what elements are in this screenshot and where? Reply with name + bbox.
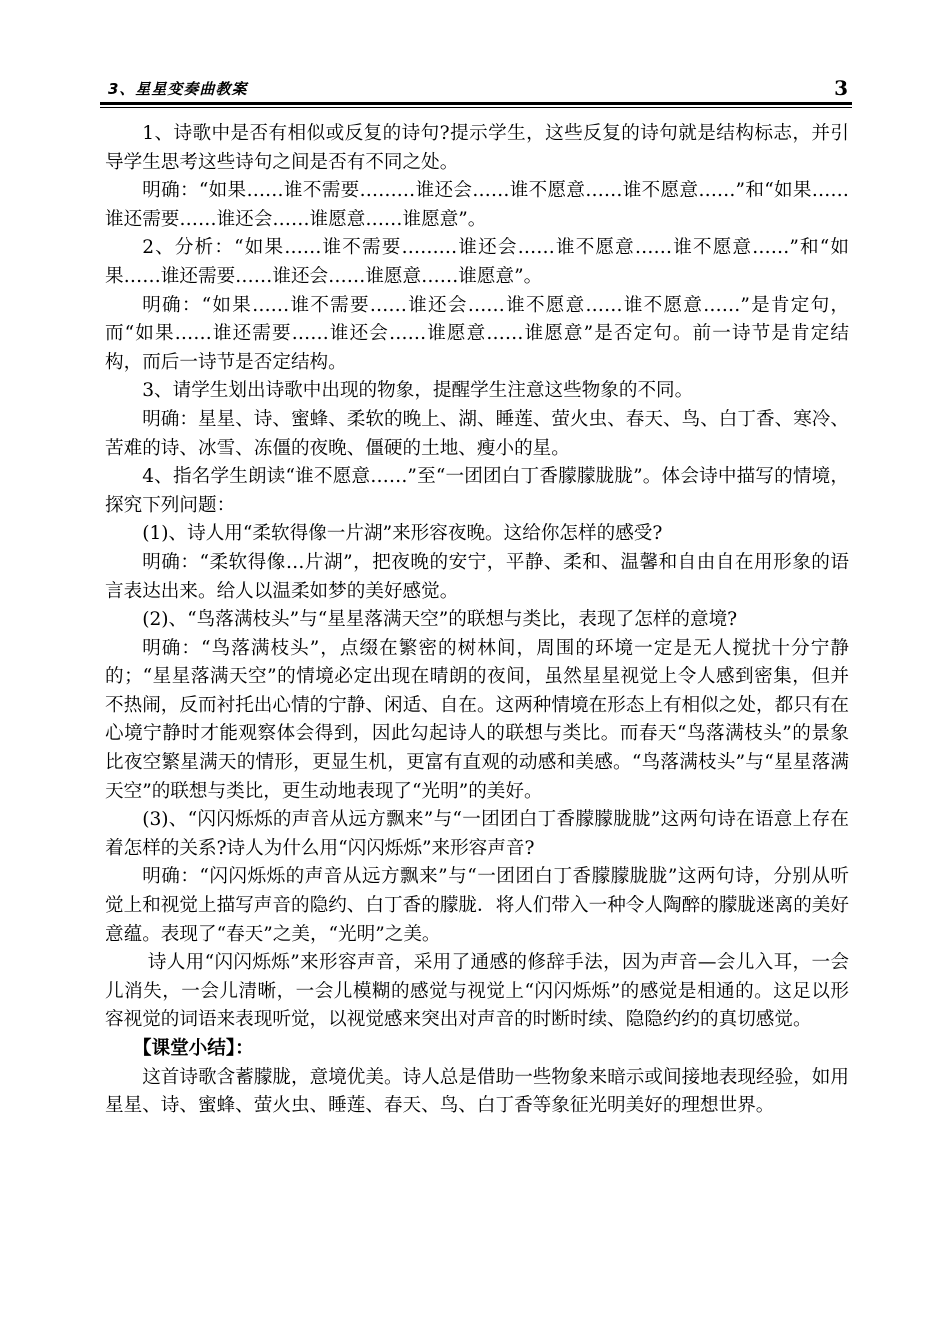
paragraph: 明确：“闪闪烁烁的声音从远方飘来”与“一团团白丁香朦朦胧胧”这两句诗，分别从听觉上和视觉上描写声音的隐约、白丁香的朦胧．将人们带入一种令人陶醉的朦胧迷离的美好意蕴。表现了“春天”之美，“光明”之美。 [105,866,849,945]
paragraph: 明确：“如果……谁不需要………谁还会……谁不愿意……谁不愿意……”和“如果……谁还需要……谁还会……谁愿意……谁愿意”。 [105,180,849,230]
paragraph: 1、诗歌中是否有相似或反复的诗句?提示学生，这些反复的诗句就是结构标志，并引导学生思考这些诗句之间是否有不同之处。 [105,123,849,173]
body-text [105,120,849,1121]
paragraph: (1)、诗人用“柔软得像一片湖”来形容夜晚。这给你怎样的感受? [142,523,663,545]
page-number: 3 [834,76,848,100]
paragraph: 明确：“鸟落满枝头”，点缀在繁密的树林间，周围的环境一定是无人搅扰十分宁静的；“星星落满天空”的情境必定出现在晴朗的夜间，虽然星星视觉上令人感到密集，但并不热闹，反而衬托出心情的宁静、闲适、自在。这两种情境在形态上有相似之处，都只有在心境宁静时才能观察体会得到，因此勾起诗人的联想与类比。而春天“鸟落满枝头”的景象比夜空繁星满天的情形，更显生机，更富有直观的动感和美感。“鸟落满枝头”与“星星落满天空”的联想与类比，更生动地表现了“光明”的美好。 [105,637,849,802]
paragraph: 3、请学生划出诗歌中出现的物象，提醒学生注意这些物象的不同。 [142,380,694,402]
paragraph: 明确：“如果……谁不需要……谁还会……谁不愿意……谁不愿意……”是肯定句，而“如果……谁还需要……谁还会……谁愿意……谁愿意”是否定句。前一诗节是肯定结构，而后一诗节是否定结构。 [105,294,849,373]
paragraph: 诗人用“闪闪烁烁”来形容声音，采用了通感的修辞手法，因为声音—会儿入耳，一会儿消失，一会儿清晰，一会儿模糊的感觉与视觉上“闪闪烁烁”的感觉是相通的。这足以形容视觉的词语来表现听觉，以视觉感来突出对声音的时断时续、隐隐约约的真切感觉。 [105,952,849,1031]
header-title: 3、星星变奏曲教案 [108,80,248,98]
header-rule-thick [100,102,852,105]
summary-heading: 【课堂小结】： [132,1038,254,1059]
paragraph: 明确：星星、诗、蜜蜂、柔软的晚上、湖、睡莲、萤火虫、春天、鸟、白丁香、寒冷、苦难的诗、冰雪、冻僵的夜晚、僵硬的土地、瘦小的星。 [105,408,849,459]
paragraph: 4、指名学生朗读“谁不愿意……”至“一团团白丁香朦朦胧胧”。体会诗中描写的情境，探究下列问题： [105,466,849,516]
header-rule-thin [100,107,852,108]
paragraph: 明确：“柔软得像…片湖”，把夜晚的安宁，平静、柔和、温馨和自由自在用形象的语言表达出来。给人以温柔如梦的美好感觉。 [105,551,849,602]
summary-text: 这首诗歌含蓄朦胧，意境优美。诗人总是借助一些物象来暗示或间接地表现经验，如用星星、诗、蜜蜂、萤火虫、睡莲、春天、鸟、白丁香等象征光明美好的理想世界。 [105,1066,849,1117]
paragraph: (2)、“鸟落满枝头”与“星星落满天空”的联想与类比，表现了怎样的意境? [142,609,738,631]
paragraph: 2、分析：“如果……谁不需要………谁还会……谁不愿意……谁不愿意……”和“如果……谁还需要……谁还会……谁愿意……谁愿意”。 [105,237,849,287]
paragraph: (3)、“闪闪烁烁的声音从远方飘来”与“一团团白丁香朦朦胧胧”这两句诗在语意上存在着怎样的关系?诗人为什么用“闪闪烁烁”来形容声音? [105,809,849,859]
